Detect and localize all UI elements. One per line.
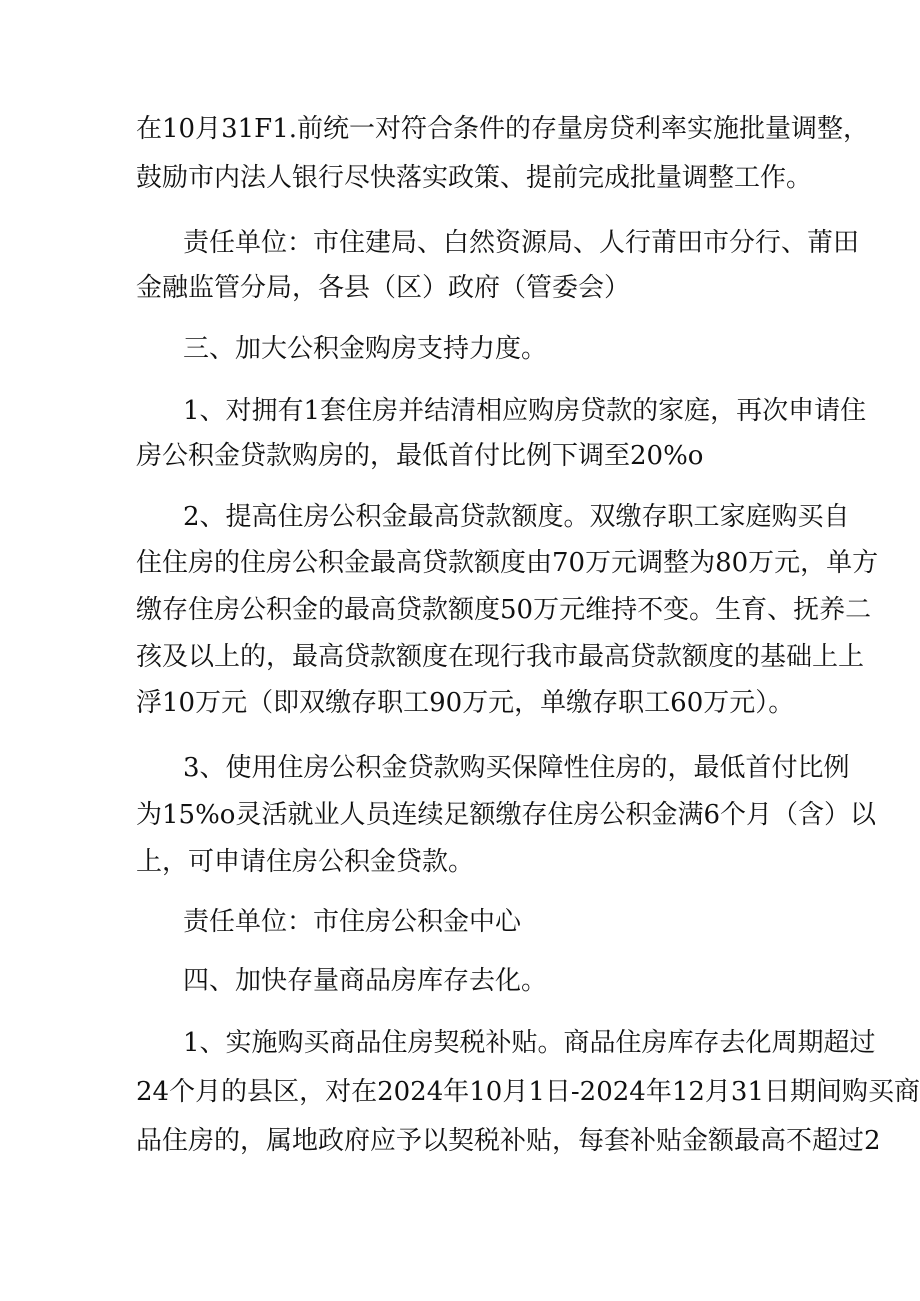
text-line: 房公积金贷款购房的，最低首付比例下调至20%o (136, 441, 704, 471)
text-line: 为15%o灵活就业人员连续足额缴存住房公积金满6个月（含）以 (136, 800, 876, 830)
text-line: 浮10万元（即双缴存职工90万元，单缴存职工60万元）。 (136, 688, 795, 718)
text-line: 住住房的住房公积金最高贷款额度由70万元调整为80万元，单方 (136, 548, 879, 578)
text-line: 金融监管分局，各县（区）政府（管委会） (136, 273, 631, 303)
text-line: 责任单位：市住房公积金中心 (183, 907, 522, 937)
text-line: 缴存住房公积金的最高贷款额度50万元维持不变。生育、抚养二 (136, 595, 872, 625)
text-line: 1、实施购买商品住房契税补贴。商品住房库存去化周期超过 (183, 1028, 876, 1058)
text-line: 三、加大公积金购房支持力度。 (183, 334, 548, 364)
text-line: 在10月31F1.前统一对符合条件的存量房贷利率实施批量调整， (136, 114, 870, 144)
text-line: 责任单位：市住建局、白然资源局、人行莆田市分行、莆田 (183, 228, 860, 258)
text-line: 品住房的，属地政府应予以契税补贴，每套补贴金额最高不超过2 (136, 1126, 881, 1156)
text-line: 1、对拥有1套住房并结清相应购房贷款的家庭，再次申请住 (183, 396, 867, 426)
text-line: 24个月的县区，对在2024年10月1日-2024年12月31日期间购买商 (136, 1077, 920, 1107)
text-line: 2、提高住房公积金最高贷款额度。双缴存职工家庭购买自 (183, 502, 850, 532)
text-line: 3、使用住房公积金贷款购买保障性住房的，最低首付比例 (183, 753, 850, 783)
text-line: 孩及以上的，最高贷款额度在现行我市最高贷款额度的基础上上 (136, 642, 865, 672)
text-line: 四、加快存量商品房库存去化。 (183, 966, 548, 996)
text-line: 上，可申请住房公积金贷款。 (136, 847, 475, 877)
text-line: 鼓励市内法人银行尽快落实政策、提前完成批量调整工作。 (136, 163, 813, 193)
